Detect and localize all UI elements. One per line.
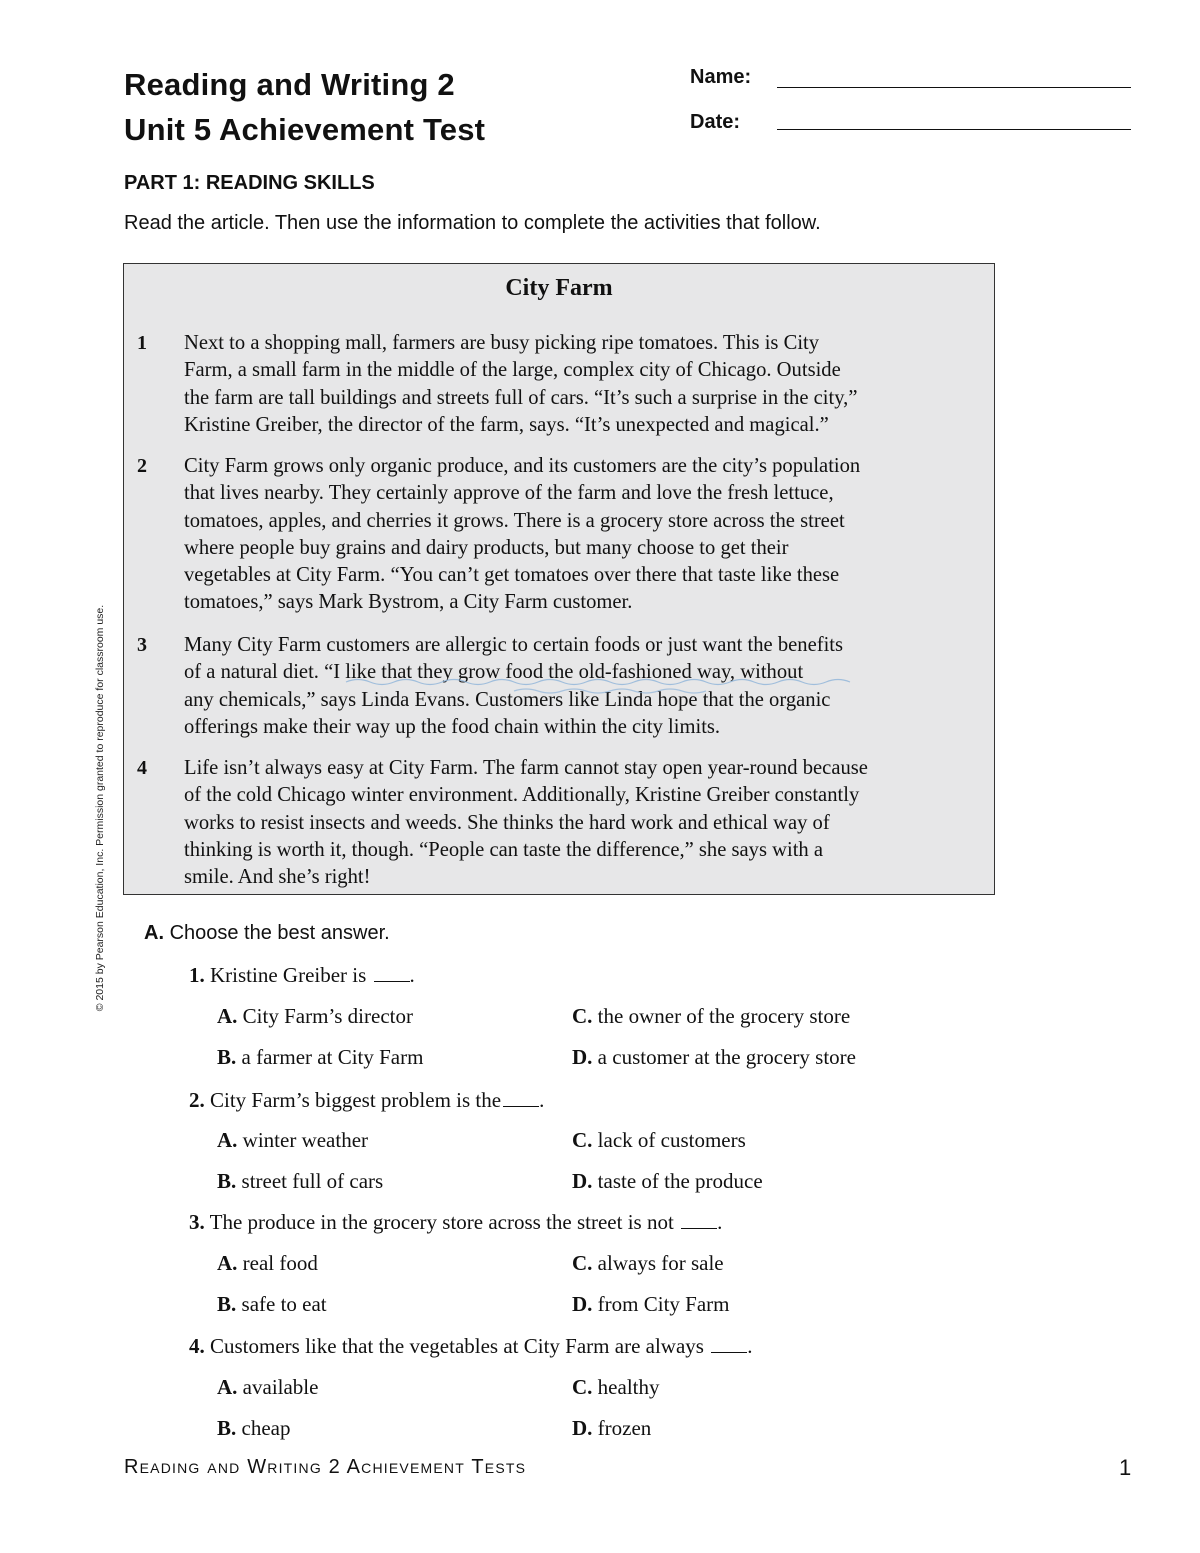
date-field[interactable] [777,129,1131,130]
option-text: from City Farm [597,1292,730,1316]
option-letter: C. [572,1004,593,1028]
option-letter: A. [217,1375,238,1399]
question-number: 2. [189,1088,205,1112]
option-text: the owner of the grocery store [597,1004,851,1028]
question-end: . [409,963,415,987]
date-label: Date: [690,111,741,133]
option-letter: B. [217,1416,237,1440]
option-text: City Farm’s director [242,1004,413,1028]
option-text: cheap [241,1416,291,1440]
question-end: . [717,1210,723,1234]
answer-blank[interactable] [503,1106,539,1107]
paragraph-line: of the cold Chicago winter environment. Additionally, Kristine Greiber constantly [184,784,860,807]
option-letter: D. [572,1416,593,1440]
option-text: a farmer at City Farm [241,1045,424,1069]
option-1b[interactable] [217,1045,423,1070]
paragraph-number: 1 [137,332,147,354]
article-box [123,263,995,895]
option-text: real food [242,1251,318,1275]
option-1d[interactable] [572,1045,856,1070]
paragraph-line: any chemicals,” says Linda Evans. Customers like Linda hope that the organic [184,688,831,711]
paragraph-number: 3 [137,634,147,656]
paragraph-line: tomatoes,” says Mark Bystrom, a City Farm customer. [184,591,633,614]
option-text: available [242,1375,319,1399]
title-line-1: Reading and Writing 2 [124,67,455,102]
paragraph-line: smile. And she’s right! [184,866,371,889]
paragraph-text [184,755,989,891]
answer-blank[interactable] [374,981,410,982]
option-2b[interactable] [217,1169,383,1194]
question-text: Kristine Greiber is [210,963,367,987]
paragraph-line: vegetables at City Farm. “You can’t get tomatoes over there that taste like these [184,564,840,587]
option-4d[interactable] [572,1416,651,1441]
page-footer: Reading and Writing 2 Achievement Tests [124,1456,527,1478]
paragraph-line: Next to a shopping mall, farmers are busy picking ripe tomatoes. This is City [184,332,820,354]
paragraph-line: City Farm grows only organic produce, and its customers are the city’s population [184,455,861,477]
paragraph-line: thinking is worth it, though. “People can taste the difference,” she says with a [184,838,824,861]
option-letter: D. [572,1292,593,1316]
paragraph-line: Farm, a small farm in the middle of the large, complex city of Chicago. Outside [184,359,841,382]
paragraph-line: Many City Farm customers are allergic to certain foods or just want the benefits [184,634,844,656]
paragraph-number: 2 [137,455,147,477]
option-2d[interactable] [572,1169,763,1194]
option-text: frozen [597,1416,652,1440]
question-text: City Farm’s biggest problem is the [210,1088,502,1112]
option-4b[interactable] [217,1416,290,1441]
option-3d[interactable] [572,1292,730,1317]
answer-blank[interactable] [711,1352,747,1353]
option-letter: D. [572,1045,593,1069]
name-label: Name: [690,66,752,88]
question-end: . [747,1334,753,1358]
option-letter: C. [572,1128,593,1152]
option-text: street full of cars [241,1169,384,1193]
article-title: City Farm [505,275,613,301]
question-number: 3. [189,1210,205,1234]
question-number: 4. [189,1334,205,1358]
option-3c[interactable] [572,1251,724,1276]
paragraph-line: tomatoes, apples, and cherries it grows. There is a grocery store across the street [184,509,845,532]
option-letter: D. [572,1169,593,1193]
paragraph-line: works to resist insects and weeds. She thinks the hard work and ethical way of [184,811,830,834]
title-line-2: Unit 5 Achievement Test [124,112,486,147]
question-text: The produce in the grocery store across the street is not [209,1210,674,1234]
paragraph-line: Kristine Greiber, the director of the farm, says. “It’s unexpected and magical.” [184,413,829,436]
paragraph-line: offerings make their way up the food chain within the city limits. [184,715,721,738]
name-field[interactable] [777,87,1131,88]
paragraph-number: 4 [137,757,147,779]
option-2c[interactable] [572,1128,746,1153]
option-text: always for sale [597,1251,724,1275]
option-3a[interactable] [217,1251,318,1276]
paragraph-line: of a natural diet. “I like that they grow food the old-fashioned way, without [184,661,804,684]
question-3 [189,1210,722,1235]
section-letter: A. [144,922,164,944]
copyright-notice: © 2015 by Pearson Education, Inc. Permission granted to reproduce for classroom use. [94,604,106,1012]
part-heading: PART 1: READING SKILLS [124,172,375,194]
option-letter: C. [572,1251,593,1275]
paragraph-text [184,453,989,617]
section-instruction: Choose the best answer. [169,922,390,944]
page-number: 1 [1119,1455,1132,1480]
paragraph-text [184,632,989,741]
answer-blank[interactable] [681,1228,717,1229]
option-4a[interactable] [217,1375,318,1400]
option-text: healthy [597,1375,660,1399]
option-text: a customer at the grocery store [597,1045,856,1069]
option-text: winter weather [242,1128,369,1152]
option-text: taste of the produce [597,1169,763,1193]
option-letter: B. [217,1292,237,1316]
option-text: lack of customers [597,1128,746,1152]
option-letter: A. [217,1128,238,1152]
question-1 [189,963,415,988]
paragraph-line: that lives nearby. They certainly approve of the farm and love the fresh lettuce, [184,482,834,505]
test-title [124,62,485,152]
question-2 [189,1088,544,1113]
paragraph-line: Life isn’t always easy at City Farm. The farm cannot stay open year-round because [184,757,868,779]
option-letter: B. [217,1045,237,1069]
question-number: 1. [189,963,205,987]
option-letter: A. [217,1251,238,1275]
paragraph-line: the farm are tall buildings and streets full of cars. “It’s such a surprise in the city,” [184,386,858,409]
option-4c[interactable] [572,1375,659,1400]
question-4 [189,1334,752,1359]
question-end: . [539,1088,545,1112]
option-2a[interactable] [217,1128,368,1153]
part-instructions: Read the article. Then use the information to complete the activities that follow. [124,212,821,234]
option-letter: B. [217,1169,237,1193]
option-text: safe to eat [241,1292,327,1316]
option-1c[interactable] [572,1004,850,1029]
paragraph-line: where people buy grains and dairy products, but many choose to get their [184,536,789,559]
option-1a[interactable] [217,1004,413,1029]
option-letter: C. [572,1375,593,1399]
question-text: Customers like that the vegetables at City Farm are always [210,1334,704,1358]
paragraph-text [184,330,989,439]
option-letter: A. [217,1004,238,1028]
section-a-heading [144,922,390,945]
option-3b[interactable] [217,1292,327,1317]
